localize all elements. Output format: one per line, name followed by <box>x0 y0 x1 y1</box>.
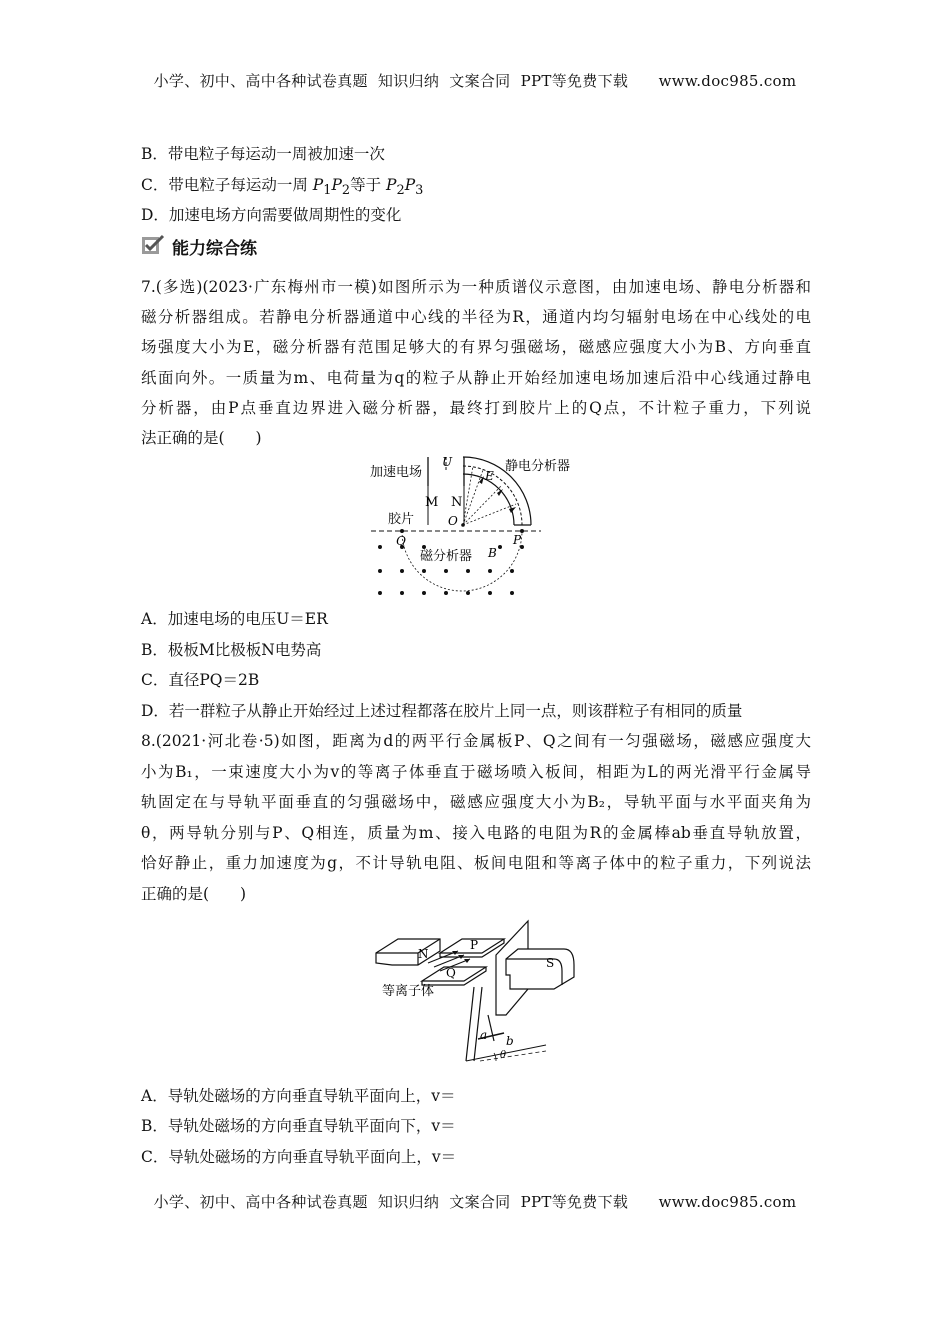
label-p: P <box>513 533 522 547</box>
label-b: b <box>506 1034 514 1048</box>
label-q: Q <box>446 966 456 980</box>
page-footer: 小学、初中、高中各种试卷真题 知识归纳 文案合同 PPT等免费下载 www.doc985.com <box>153 1193 797 1211</box>
theta-arc <box>494 1053 496 1061</box>
rail <box>474 987 482 1061</box>
prev-option-b: B．带电粒子每运动一周被加速一次 <box>141 145 385 163</box>
q8-line: 小为B₁，一束速度大小为v的等离子体垂直于磁场喷入板间，相距为L的两光滑平行金属导 <box>141 763 811 781</box>
label-theta: θ <box>500 1050 507 1061</box>
label-a: a <box>480 1028 488 1042</box>
q8-line: 8.(2021·河北卷·5)如图，距离为d的两平行金属板P、Q之间有一匀强磁场，磁感应强度大 <box>141 732 811 750</box>
q8-line: θ，两导轨分别与P、Q相连，质量为m、接入电路的电阻为R的金属棒ab垂直导轨放置， <box>141 824 811 842</box>
q7-line: 纸面向外。一质量为m、电荷量为q的粒子从静止开始经加速电场加速后沿中心线通过静电 <box>141 369 811 387</box>
q7-line: 场强度大小为E，磁分析器有范围足够大的有界匀强磁场，磁感应强度大小为B、方向垂直 <box>141 338 811 356</box>
mass-spectrometer-figure <box>366 452 586 602</box>
label-n: N <box>451 495 463 510</box>
label-esa: 静电分析器 <box>505 459 571 474</box>
label-film: 胶片 <box>388 512 415 527</box>
label-m: M <box>425 495 439 510</box>
label-msa: 磁分析器 <box>420 549 473 564</box>
label-u: U <box>442 455 453 469</box>
q7-option-a: A．加速电场的电压U＝ER <box>141 610 328 628</box>
q7-line: 磁分析器组成。若静电分析器通道中心线的半径为R，通道内均匀辐射电场在中心线处的电 <box>141 308 811 326</box>
label-o: O <box>448 514 458 528</box>
label-plasma: 等离子体 <box>382 984 435 999</box>
q8-line: 轨固定在与导轨平面垂直的匀强磁场中，磁感应强度大小为B₂，导轨平面与水平面夹角为 <box>141 793 811 811</box>
label-b: B <box>488 546 497 560</box>
point-q <box>400 529 404 533</box>
q7-option-d: D．若一群粒子从静止开始经过上述过程都落在胶片上同一点，则该群粒子有相同的质量 <box>141 702 743 720</box>
rail <box>466 987 474 1061</box>
radial-line <box>463 470 483 525</box>
checklist-icon <box>141 234 167 256</box>
prev-option-c: C．带电粒子每运动一周 $P_1P_2$等于 $P_2P_3$ <box>141 176 424 199</box>
q7-line: 分析器，由P点垂直边界进入磁分析器，最终打到胶片上的Q点，不计粒子重力，下列说 <box>141 399 811 417</box>
magnet-n <box>376 939 440 965</box>
q8-option-c: C．导轨处磁场的方向垂直导轨平面向上，v＝ <box>141 1148 457 1166</box>
q8-line: 正确的是( ) <box>141 885 247 903</box>
page-header: 小学、初中、高中各种试卷真题 知识归纳 文案合同 PPT等免费下载 www.doc985.com <box>153 72 797 90</box>
radial-line <box>463 485 502 525</box>
label-q: Q <box>396 534 406 548</box>
q8-option-b: B．导轨处磁场的方向垂直导轨平面向下，v＝ <box>141 1117 456 1135</box>
magnet-s <box>506 949 574 989</box>
point-o <box>461 523 465 527</box>
prev-option-d: D．加速电场方向需要做周期性的变化 <box>141 206 402 224</box>
label-accel-field: 加速电场 <box>370 465 423 480</box>
q7-line: 7.(多选)(2023·广东梅州市一模)如图所示为一种质谱仪示意图，由加速电场、静电分析器和 <box>141 278 811 296</box>
q8-option-a: A．导轨处磁场的方向垂直导轨平面向上，v＝ <box>141 1087 456 1105</box>
label-e: E <box>485 469 494 483</box>
label-n: N <box>418 947 429 961</box>
label-p: P <box>470 938 479 952</box>
label-s: S <box>546 956 555 970</box>
q7-line: 法正确的是( ) <box>141 429 262 447</box>
radial-line <box>463 504 516 525</box>
q8-line: 恰好静止，重力加速度为g，不计导轨电阻、板间电阻和等离子体中的粒子重力，下列说法 <box>141 854 811 872</box>
plasma-generator-figure <box>370 915 580 1067</box>
q7-option-c: C．直径PQ＝2B <box>141 671 260 689</box>
section-heading <box>141 233 341 259</box>
section-title: 能力综合练 <box>172 239 257 259</box>
q7-option-b: B．极板M比极板N电势高 <box>141 641 322 659</box>
